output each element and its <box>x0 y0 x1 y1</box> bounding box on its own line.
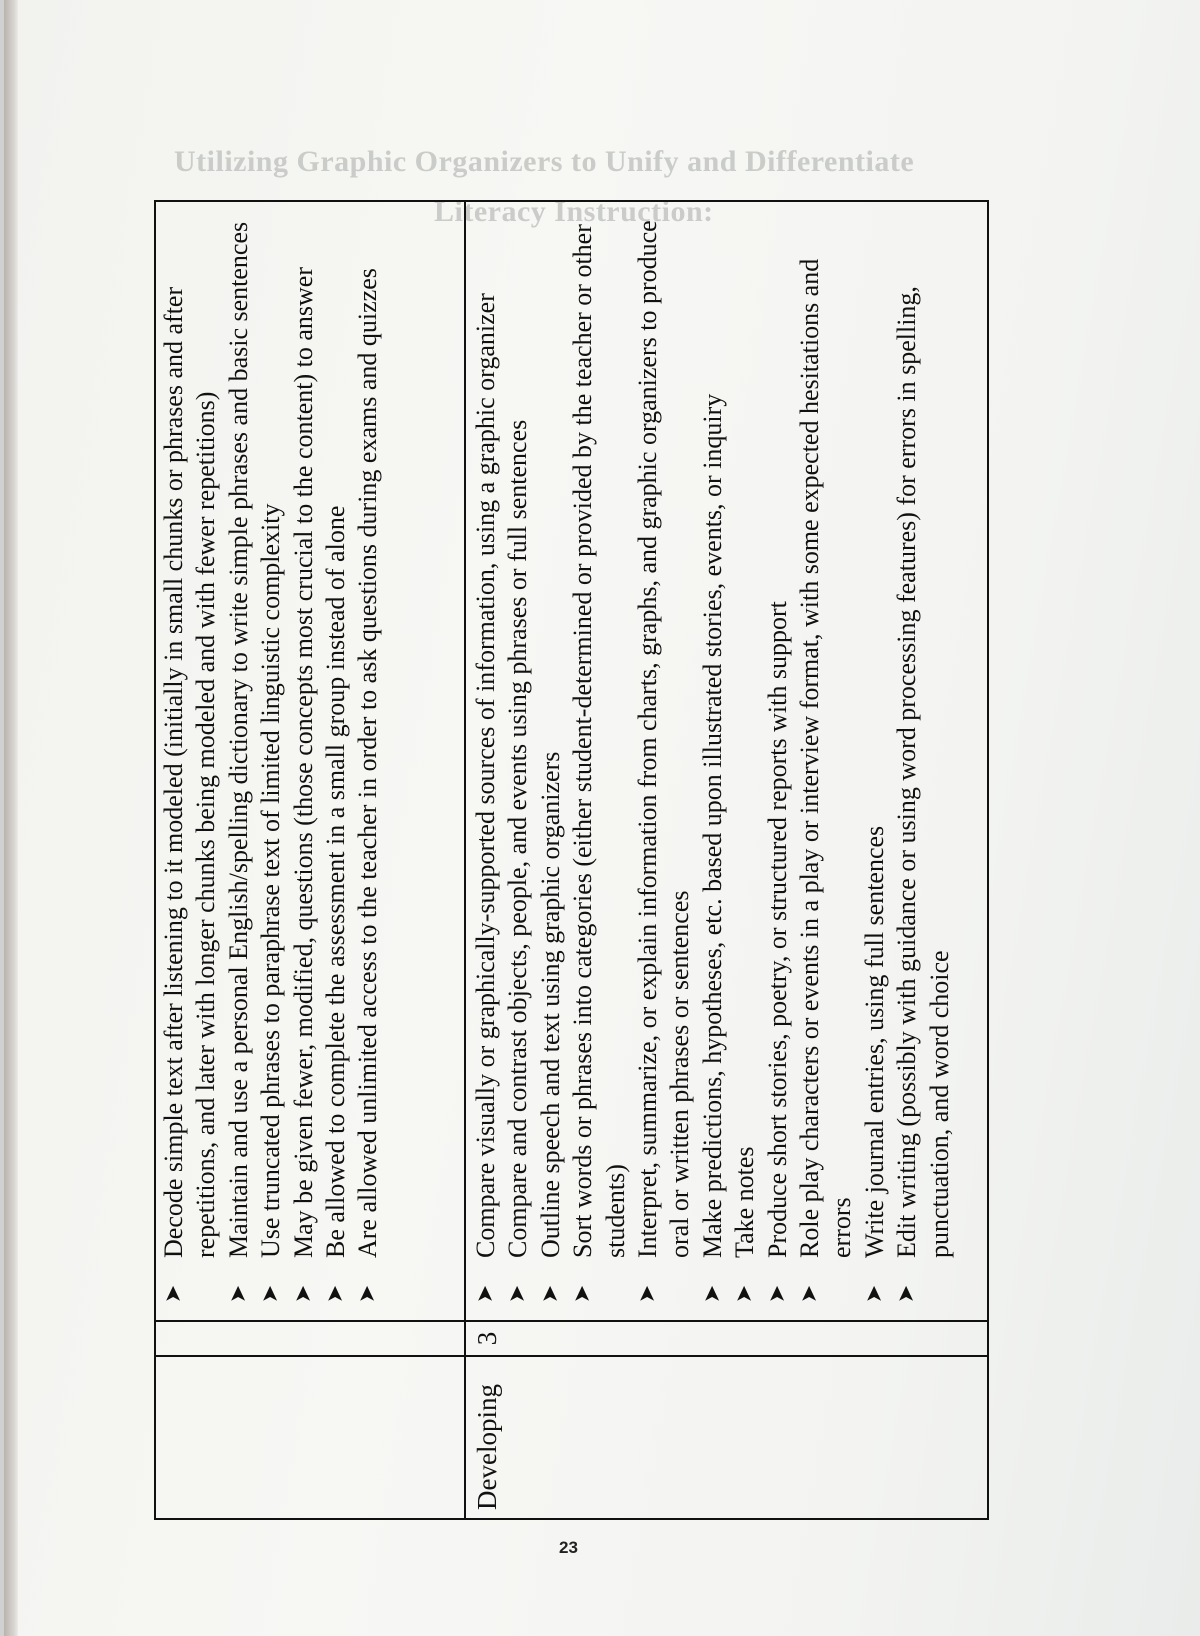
arrow-bullet-icon: ➤ <box>537 1284 563 1304</box>
descriptor-text: Compare visually or graphically-supported sources of information, using a graphic organizer <box>471 293 500 1258</box>
descriptor-text: Take notes <box>730 1146 760 1258</box>
descriptor-text: Be allowed to complete the assessment in a small group instead of alone <box>321 505 351 1258</box>
level-cell: Developing <box>466 1355 989 1520</box>
list-item <box>320 206 352 1320</box>
book-spine-edge <box>4 0 18 1636</box>
bleed-through-title-line-1: Utilizing Graphic Organizers to Unify and Differentiate <box>174 145 915 178</box>
arrow-bullet-icon: ➤ <box>894 1284 920 1304</box>
list-item <box>762 206 794 1320</box>
list-item <box>567 206 632 1320</box>
arrow-bullet-icon: ➤ <box>764 1284 790 1304</box>
list-item <box>535 206 567 1320</box>
list-item <box>352 206 384 1320</box>
list-item <box>859 206 891 1320</box>
arrow-bullet-icon: ➤ <box>699 1284 725 1304</box>
arrow-bullet-icon: ➤ <box>570 1284 596 1304</box>
arrow-bullet-icon: ➤ <box>258 1284 284 1304</box>
descriptor-text: Write journal entries, using full sentences <box>859 825 889 1258</box>
level-number-cell <box>154 1320 464 1355</box>
descriptor-text: Are allowed unlimited access to the teacher in order to ask questions during exams and quizzes <box>353 268 383 1258</box>
level-cell <box>154 1355 464 1520</box>
arrow-bullet-icon: ➤ <box>473 1284 498 1304</box>
descriptor-list <box>158 206 385 1320</box>
page-number: 23 <box>559 1538 578 1557</box>
table-row <box>154 200 464 1520</box>
list-item <box>223 206 255 1320</box>
list-item <box>502 206 534 1320</box>
descriptor-text: Decode simple text after listening to it modeled (initially in small chunks or phrases and after repetitions, and later with longer chunks being modeled and with fewer repetitions) <box>159 286 221 1258</box>
descriptor-text: Produce short stories, poetry, or structured reports with support <box>762 601 792 1258</box>
descriptor-text: Role play characters or events in a play or interview format, with some expected hesitations and errors <box>795 258 857 1258</box>
arrow-bullet-icon: ➤ <box>225 1284 251 1304</box>
arrow-bullet-icon: ➤ <box>290 1284 316 1304</box>
arrow-bullet-icon: ➤ <box>797 1284 823 1304</box>
list-item <box>794 206 859 1320</box>
list-item <box>470 206 502 1320</box>
arrow-bullet-icon: ➤ <box>635 1284 661 1304</box>
list-item <box>288 206 320 1320</box>
arrow-bullet-icon: ➤ <box>861 1284 887 1304</box>
descriptor-text: Use truncated phrases to paraphrase text of limited linguistic complexity <box>256 503 286 1258</box>
list-item <box>632 206 697 1320</box>
descriptor-text: Outline speech and text using graphic organizers <box>535 751 565 1258</box>
list-item <box>729 206 761 1320</box>
descriptor-text: Compare and contrast objects, people, and events using phrases or full sentences <box>503 419 533 1258</box>
descriptors-cell <box>154 200 464 1320</box>
book-page <box>4 0 1200 1636</box>
rotated-table <box>154 200 989 1520</box>
bleed-through-title-line-2: Literacy Instruction: <box>434 195 714 228</box>
list-item <box>158 206 223 1320</box>
arrow-bullet-icon: ➤ <box>323 1284 349 1304</box>
descriptor-text: Sort words or phrases into categories (either student-determined or provided by the teacher or other students) <box>568 224 630 1258</box>
descriptor-text: Maintain and use a personal English/spelling dictionary to write simple phrases and basic sentences <box>223 221 253 1258</box>
descriptor-text: Interpret, summarize, or explain information from charts, graphs, and graphic organizers to produce oral or written phrases or sentences <box>633 220 695 1258</box>
descriptor-text: May be given fewer, modified, questions (those concepts most crucial to the content) to answer <box>288 266 318 1258</box>
arrow-bullet-icon: ➤ <box>355 1284 381 1304</box>
arrow-bullet-icon: ➤ <box>505 1284 531 1304</box>
table-row <box>464 200 989 1520</box>
descriptor-list <box>470 206 956 1320</box>
arrow-bullet-icon: ➤ <box>161 1284 186 1304</box>
descriptor-text: Edit writing (possibly with guidance or using word processing features) for errors in spelling, punctuation, and word choice <box>892 286 954 1258</box>
list-item <box>255 206 287 1320</box>
descriptors-cell <box>466 200 989 1320</box>
list-item <box>697 206 729 1320</box>
level-number-cell: 3 <box>466 1320 989 1355</box>
arrow-bullet-icon: ➤ <box>732 1284 758 1304</box>
list-item <box>891 206 956 1320</box>
descriptor-text: Make predictions, hypotheses, etc. based upon illustrated stories, events, or inquiry <box>697 393 727 1258</box>
